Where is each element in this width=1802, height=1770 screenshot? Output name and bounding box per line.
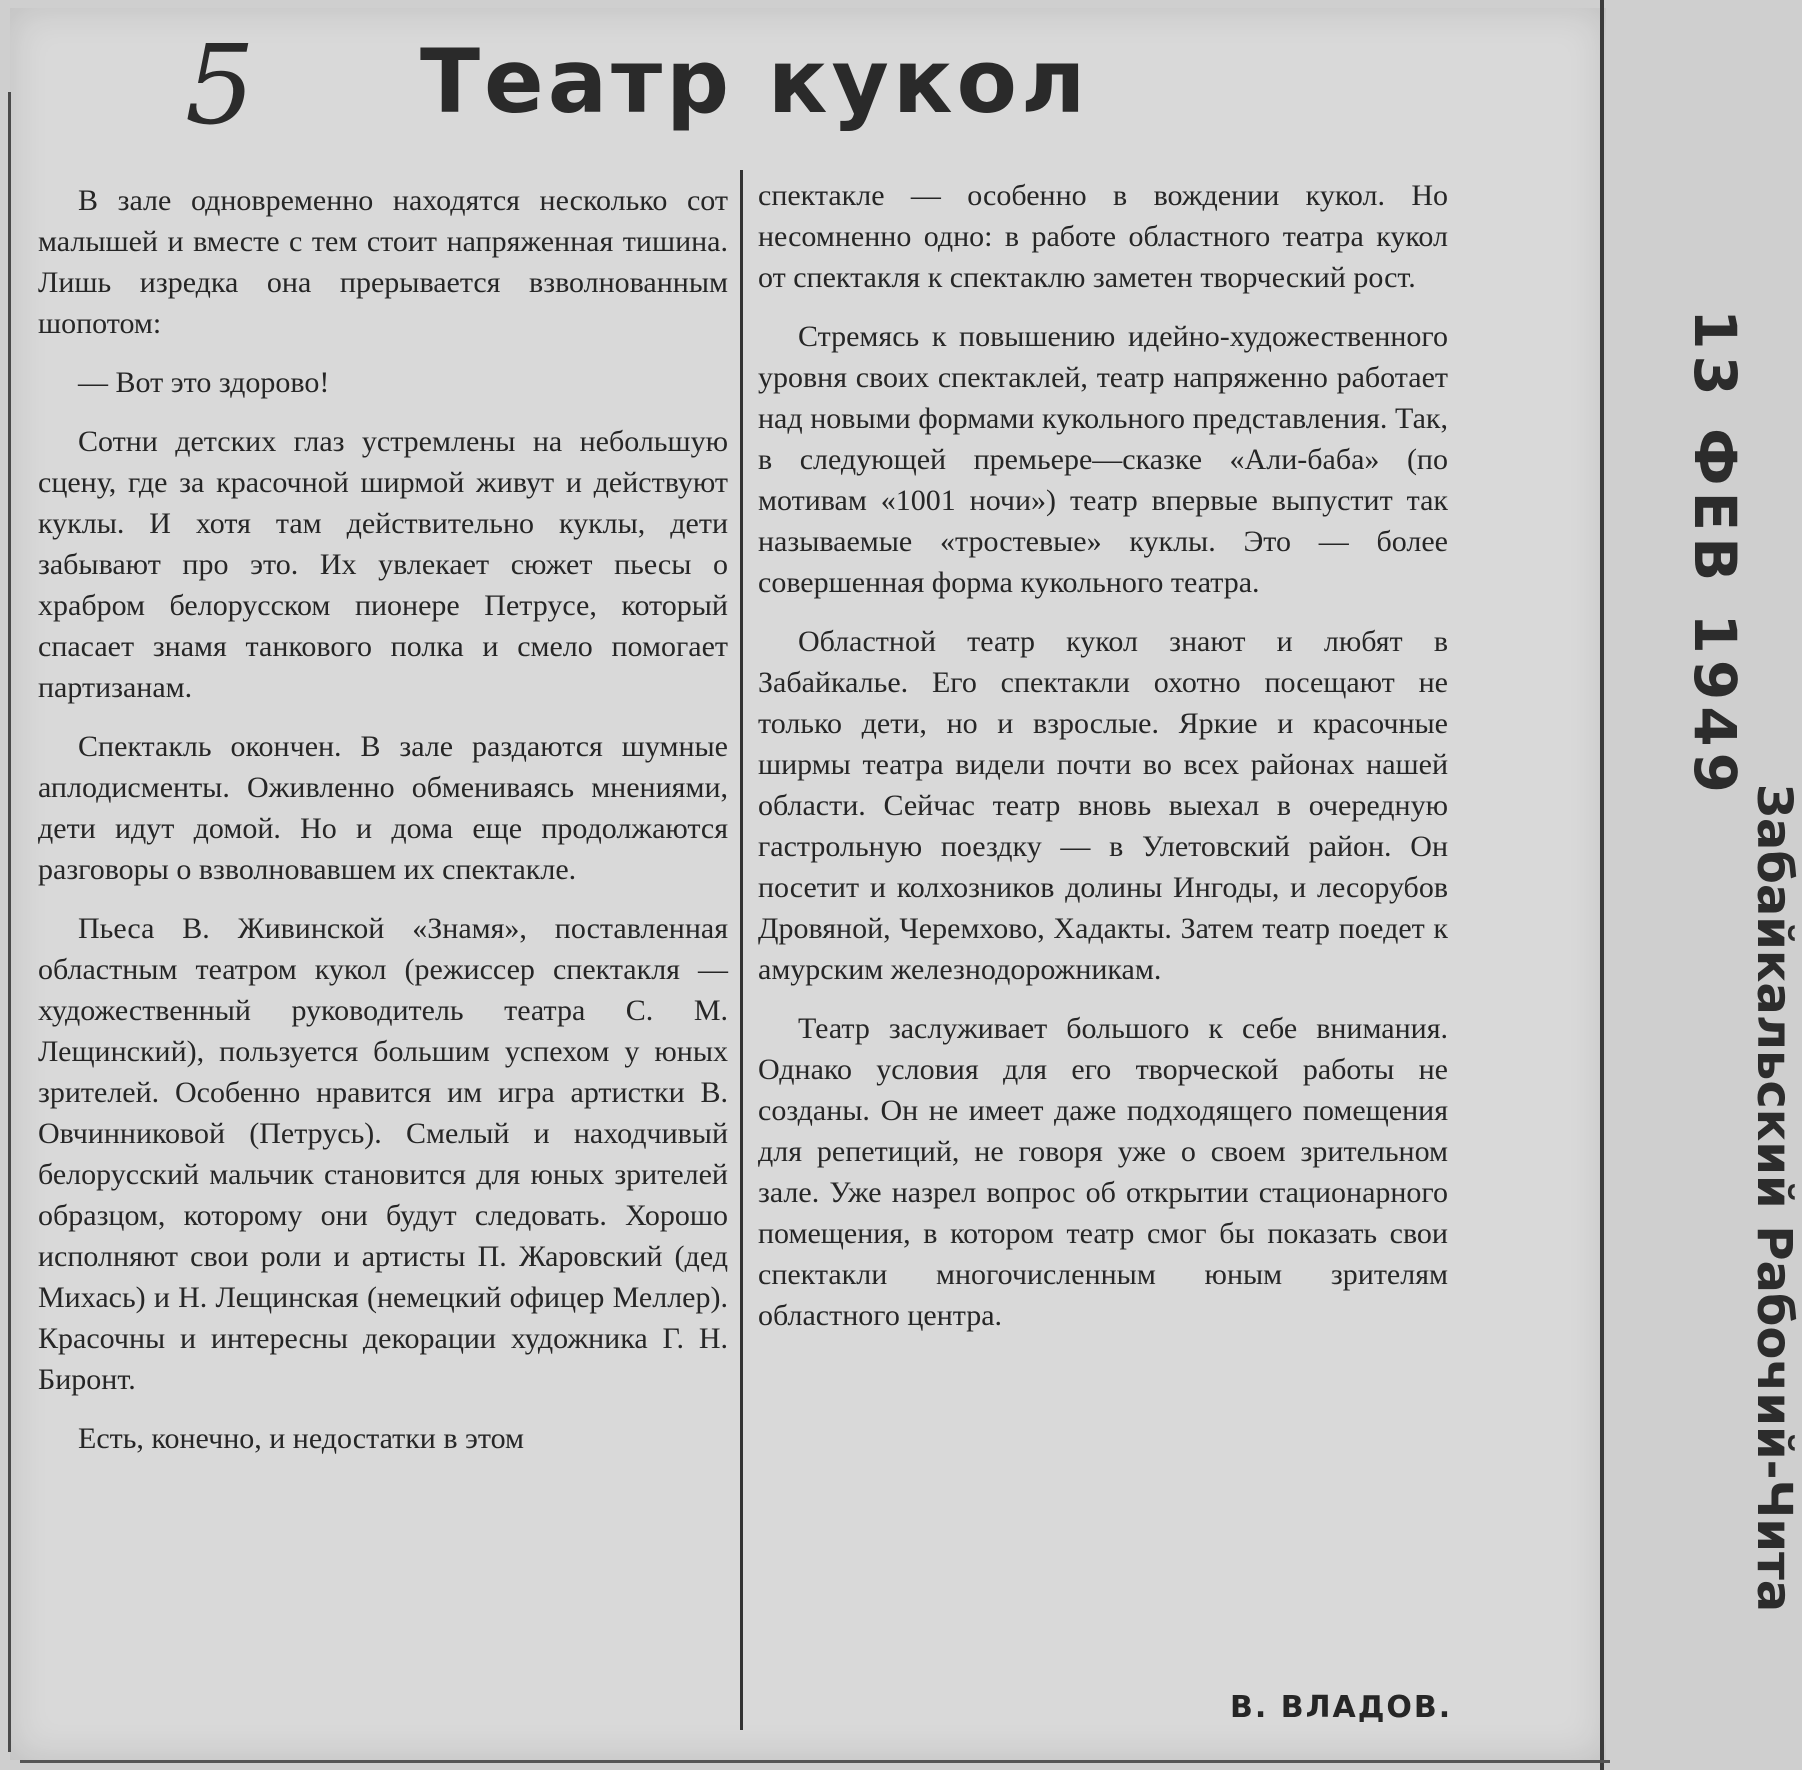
- paragraph: Пьеса В. Живинской «Знамя», поставленная областным театром кукол (режиссер спектакля — художественный руководитель театра С. М. Лещинский), пользуется большим успехом у юных зрителей. Особенно нравится им игра артистки В. Овчинниковой (Петрусь). Смелый и находчивый белорусский мальчик становится для юных зрителей образцом, которому они будут следовать. Хорошо исполняют свои роли и артисты П. Жаровский (дед Михась) и Н. Лещинская (немецкий офицер Меллер). Красочны и интересны декорации художника Г. Н. Биронт.: [38, 912, 728, 1396]
- paragraph: спектакле — особенно в вождении кукол. Но несомненно одно: в работе областного театра кукол от спектакля к спектаклю заметен творческий рост.: [758, 179, 1448, 294]
- paragraph: В зале одновременно находятся несколько сот малышей и вместе с тем стоит напряженная тишина. Лишь изредка она прерывается взволнованным шопотом:: [38, 184, 728, 340]
- paragraph: Областной театр кукол знают и любят в Забайкалье. Его спектакли охотно посещают не только дети, но и взрослые. Яркие и красочные ширмы театра видели почти во всех районах нашей области. Сейчас театр вновь выехал в очередную гастрольную поездку — в Улетовский район. Он посетит и колхозников долины Ингоды, и лесорубов Дровяной, Черемхово, Хадакты. Затем театр поедет к амурским железнодорожникам.: [758, 625, 1448, 986]
- article-column-right: [758, 175, 1448, 1354]
- article-column-left: [38, 180, 728, 1477]
- handwritten-page-number: 5: [185, 21, 255, 149]
- paragraph: Театр заслуживает большого к себе внимания. Однако условия для его творческой работы не созданы. Он не имеет даже подходящего помещения для репетиций, не говоря уже о своем зрительном зале. Уже назрел вопрос об открытии стационарного помещения, в котором театр смог бы показать свои спектакли многочисленным юным зрителям областного центра.: [758, 1012, 1448, 1332]
- clipping-edge-right: [1600, 0, 1604, 1770]
- column-divider: [740, 170, 743, 1730]
- newspaper-source-stamp: Забайкальский Рабочий-Чита: [1746, 783, 1802, 1613]
- paragraph: Стремясь к повышению идейно-художественного уровня своих спектаклей, театр напряженно работает над новыми формами кукольного представления. Так, в следующей премьере—сказке «Али-баба» (по мотивам «1001 ночи») театр впервые выпустит так называемые «тростевые» куклы. Это — более совершенная форма кукольного театра.: [758, 320, 1448, 599]
- date-stamp: 13 ФЕВ 1949: [1680, 309, 1749, 799]
- clipping-edge-bottom: [20, 1760, 1610, 1763]
- paragraph: Спектакль окончен. В зале раздаются шумные аплодисменты. Оживленно обмениваясь мнениями, дети идут домой. Но и дома еще продолжаются разговоры о взволновавшем их спектакле.: [38, 730, 728, 886]
- paragraph: Есть, конечно, и недостатки в этом: [78, 1422, 525, 1455]
- paragraph: — Вот это здорово!: [78, 366, 330, 399]
- clipping-edge-left: [8, 92, 11, 1752]
- author-byline: В. ВЛАДОВ.: [1230, 1690, 1453, 1725]
- article-title: Театр кукол: [420, 30, 1090, 133]
- paragraph: Сотни детских глаз устремлены на небольшую сцену, где за красочной ширмой живут и действуют куклы. И хотя там действительно куклы, дети забывают про это. Их увлекает сюжет пьесы о храбром белорусском пионере Петрусе, который спасает знамя танкового полка и смело помогает партизанам.: [38, 425, 728, 704]
